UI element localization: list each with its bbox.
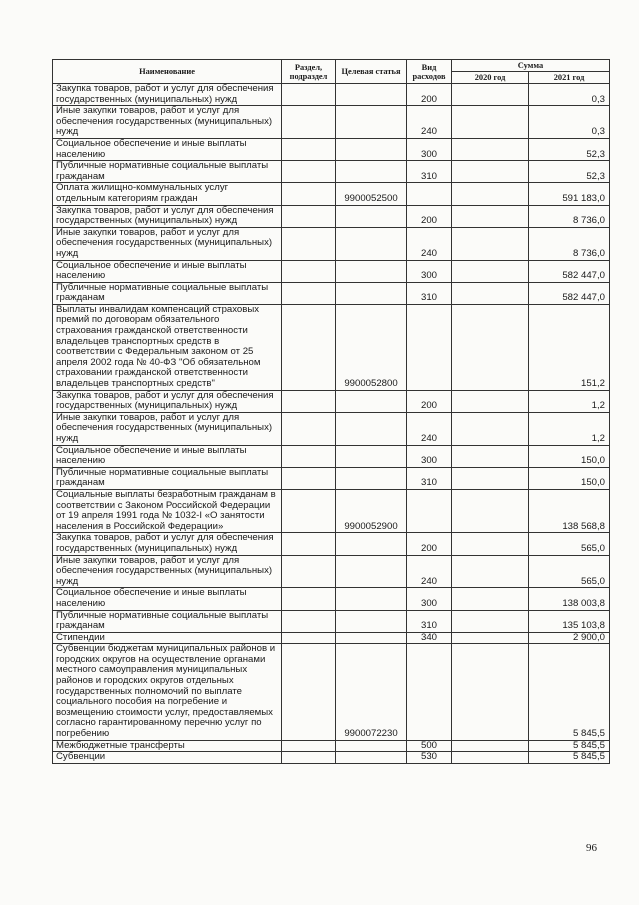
row-name: Социальные выплаты безработным гражданам в соответствии с Законом Российской Федерации от 19 апреля 1991 года № 1032-I «О занятости населения в Российской Федерации» <box>53 489 282 532</box>
row-sum-2020 <box>452 610 529 632</box>
row-section <box>282 412 336 445</box>
row-section <box>282 304 336 390</box>
row-name: Социальное обеспечение и иные выплаты населению <box>53 260 282 282</box>
row-type <box>407 489 452 532</box>
table-row <box>53 644 610 740</box>
row-type: 310 <box>407 282 452 304</box>
row-name: Закупка товаров, работ и услуг для обеспечения государственных (муниципальных) нужд <box>53 390 282 412</box>
row-name: Публичные нормативные социальные выплаты гражданам <box>53 282 282 304</box>
row-type: 530 <box>407 752 452 764</box>
row-type: 340 <box>407 632 452 644</box>
row-target <box>336 533 407 555</box>
row-sum-2021: 0,3 <box>529 106 610 139</box>
row-sum-2020 <box>452 588 529 610</box>
row-sum-2020 <box>452 740 529 752</box>
table-row <box>53 138 610 160</box>
row-sum-2021: 565,0 <box>529 533 610 555</box>
row-name: Закупка товаров, работ и услуг для обеспечения государственных (муниципальных) нужд <box>53 205 282 227</box>
row-type <box>407 644 452 740</box>
row-name: Иные закупки товаров, работ и услуг для обеспечения государственных (муниципальных) нужд <box>53 106 282 139</box>
header-target: Целевая статья <box>336 60 407 84</box>
row-name: Иные закупки товаров, работ и услуг для обеспечения государственных (муниципальных) нужд <box>53 227 282 260</box>
table-row <box>53 282 610 304</box>
row-sum-2021: 150,0 <box>529 467 610 489</box>
row-name: Иные закупки товаров, работ и услуг для обеспечения государственных (муниципальных) нужд <box>53 412 282 445</box>
table-row <box>53 227 610 260</box>
row-sum-2020 <box>452 138 529 160</box>
table-row <box>53 610 610 632</box>
row-sum-2020 <box>452 632 529 644</box>
row-target: 9900072230 <box>336 644 407 740</box>
table-row <box>53 390 610 412</box>
table-row <box>53 632 610 644</box>
row-target <box>336 740 407 752</box>
row-sum-2020 <box>452 304 529 390</box>
row-sum-2021: 151,2 <box>529 304 610 390</box>
row-target <box>336 390 407 412</box>
row-type: 310 <box>407 161 452 183</box>
table-row <box>53 533 610 555</box>
row-sum-2020 <box>452 390 529 412</box>
table-row <box>53 412 610 445</box>
row-section <box>282 138 336 160</box>
row-target <box>336 445 407 467</box>
row-sum-2020 <box>452 533 529 555</box>
table-row <box>53 161 610 183</box>
row-name: Социальное обеспечение и иные выплаты населению <box>53 588 282 610</box>
row-sum-2020 <box>452 84 529 106</box>
row-sum-2021: 52,3 <box>529 161 610 183</box>
row-name: Межбюджетные трансферты <box>53 740 282 752</box>
row-name: Закупка товаров, работ и услуг для обеспечения государственных (муниципальных) нужд <box>53 84 282 106</box>
header-year-2021: 2021 год <box>529 72 610 84</box>
row-type: 240 <box>407 227 452 260</box>
row-section <box>282 205 336 227</box>
row-section <box>282 161 336 183</box>
row-sum-2021: 565,0 <box>529 555 610 588</box>
table-row <box>53 740 610 752</box>
row-type <box>407 183 452 205</box>
row-target <box>336 106 407 139</box>
row-sum-2021: 591 183,0 <box>529 183 610 205</box>
table-header <box>53 60 610 84</box>
row-type: 500 <box>407 740 452 752</box>
header-type: Вид расходов <box>407 60 452 84</box>
row-target <box>336 227 407 260</box>
row-section <box>282 610 336 632</box>
row-sum-2020 <box>452 227 529 260</box>
budget-table <box>52 59 610 764</box>
row-type: 200 <box>407 533 452 555</box>
row-section <box>282 227 336 260</box>
row-target <box>336 260 407 282</box>
row-name: Закупка товаров, работ и услуг для обеспечения государственных (муниципальных) нужд <box>53 533 282 555</box>
row-section <box>282 282 336 304</box>
row-sum-2020 <box>452 106 529 139</box>
row-name: Субвенции <box>53 752 282 764</box>
row-type: 200 <box>407 390 452 412</box>
row-sum-2021: 52,3 <box>529 138 610 160</box>
row-name: Публичные нормативные социальные выплаты гражданам <box>53 161 282 183</box>
table-row <box>53 467 610 489</box>
row-name: Оплата жилищно-коммунальных услуг отдельным категориям граждан <box>53 183 282 205</box>
row-sum-2021: 0,3 <box>529 84 610 106</box>
row-sum-2021: 1,2 <box>529 412 610 445</box>
row-sum-2020 <box>452 467 529 489</box>
table-row <box>53 183 610 205</box>
row-name: Стипендии <box>53 632 282 644</box>
row-section <box>282 740 336 752</box>
row-sum-2020 <box>452 412 529 445</box>
row-target <box>336 412 407 445</box>
page-number: 96 <box>586 842 597 854</box>
row-section <box>282 84 336 106</box>
header-name: Наименование <box>53 60 282 84</box>
table-row <box>53 752 610 764</box>
row-target <box>336 138 407 160</box>
row-target <box>336 161 407 183</box>
table-row <box>53 84 610 106</box>
row-section <box>282 489 336 532</box>
row-type: 300 <box>407 445 452 467</box>
row-type: 240 <box>407 555 452 588</box>
row-sum-2021: 1,2 <box>529 390 610 412</box>
row-target <box>336 752 407 764</box>
row-section <box>282 752 336 764</box>
row-target <box>336 205 407 227</box>
row-name: Иные закупки товаров, работ и услуг для обеспечения государственных (муниципальных) нужд <box>53 555 282 588</box>
row-type: 300 <box>407 588 452 610</box>
row-name: Субвенции бюджетам муниципальных районов и городских округов на осуществление органами местного самоуправления муниципальных районов и городских округов отдельных государственных полномочий по выплате социального пособия на погребение и возмещению стоимости услуг, предоставляемых согласно гарантированному перечню услуг по погребению <box>53 644 282 740</box>
row-target: 9900052900 <box>336 489 407 532</box>
row-section <box>282 533 336 555</box>
row-sum-2020 <box>452 555 529 588</box>
row-sum-2021: 138 568,8 <box>529 489 610 532</box>
row-name: Социальное обеспечение и иные выплаты населению <box>53 445 282 467</box>
row-sum-2021: 135 103,8 <box>529 610 610 632</box>
row-section <box>282 260 336 282</box>
row-target <box>336 84 407 106</box>
table-row <box>53 304 610 390</box>
row-sum-2021: 582 447,0 <box>529 282 610 304</box>
row-sum-2020 <box>452 205 529 227</box>
row-section <box>282 555 336 588</box>
row-sum-2020 <box>452 445 529 467</box>
table-row <box>53 588 610 610</box>
table-row <box>53 260 610 282</box>
row-type: 200 <box>407 205 452 227</box>
row-sum-2021: 2 900,0 <box>529 632 610 644</box>
row-sum-2021: 582 447,0 <box>529 260 610 282</box>
row-sum-2020 <box>452 644 529 740</box>
row-target <box>336 588 407 610</box>
table-row <box>53 106 610 139</box>
row-sum-2020 <box>452 489 529 532</box>
header-year-2020: 2020 год <box>452 72 529 84</box>
row-sum-2021: 5 845,5 <box>529 752 610 764</box>
row-sum-2020 <box>452 752 529 764</box>
row-name: Публичные нормативные социальные выплаты гражданам <box>53 467 282 489</box>
row-type: 300 <box>407 260 452 282</box>
header-sum: Сумма <box>452 60 610 72</box>
row-type: 240 <box>407 106 452 139</box>
row-type <box>407 304 452 390</box>
row-target <box>336 282 407 304</box>
row-type: 300 <box>407 138 452 160</box>
row-target <box>336 610 407 632</box>
row-sum-2020 <box>452 260 529 282</box>
row-type: 200 <box>407 84 452 106</box>
row-sum-2021: 8 736,0 <box>529 227 610 260</box>
row-type: 240 <box>407 412 452 445</box>
row-sum-2021: 5 845,5 <box>529 740 610 752</box>
row-sum-2020 <box>452 161 529 183</box>
row-type: 310 <box>407 467 452 489</box>
row-sum-2021: 150,0 <box>529 445 610 467</box>
row-section <box>282 445 336 467</box>
row-target <box>336 555 407 588</box>
row-section <box>282 632 336 644</box>
row-target <box>336 632 407 644</box>
row-section <box>282 467 336 489</box>
row-section <box>282 106 336 139</box>
table-row <box>53 205 610 227</box>
row-section <box>282 390 336 412</box>
row-target <box>336 467 407 489</box>
table-row <box>53 489 610 532</box>
row-sum-2021: 5 845,5 <box>529 644 610 740</box>
row-target: 9900052500 <box>336 183 407 205</box>
row-section <box>282 644 336 740</box>
row-sum-2020 <box>452 282 529 304</box>
row-sum-2020 <box>452 183 529 205</box>
row-type: 310 <box>407 610 452 632</box>
table-row <box>53 445 610 467</box>
row-target: 9900052800 <box>336 304 407 390</box>
header-section: Раздел, подраздел <box>282 60 336 84</box>
row-sum-2021: 8 736,0 <box>529 205 610 227</box>
row-name: Социальное обеспечение и иные выплаты населению <box>53 138 282 160</box>
row-name: Публичные нормативные социальные выплаты гражданам <box>53 610 282 632</box>
row-sum-2021: 138 003,8 <box>529 588 610 610</box>
table-body <box>53 84 610 764</box>
row-section <box>282 183 336 205</box>
row-section <box>282 588 336 610</box>
table-row <box>53 555 610 588</box>
row-name: Выплаты инвалидам компенсаций страховых премий по договорам обязательного страхования гражданской ответственности владельцев транспортных средств в соответствии с Федеральным законом от 25 апреля 2002 года № 40-ФЗ "Об обязательном страховании гражданской ответственности владельцев транспортных средств" <box>53 304 282 390</box>
